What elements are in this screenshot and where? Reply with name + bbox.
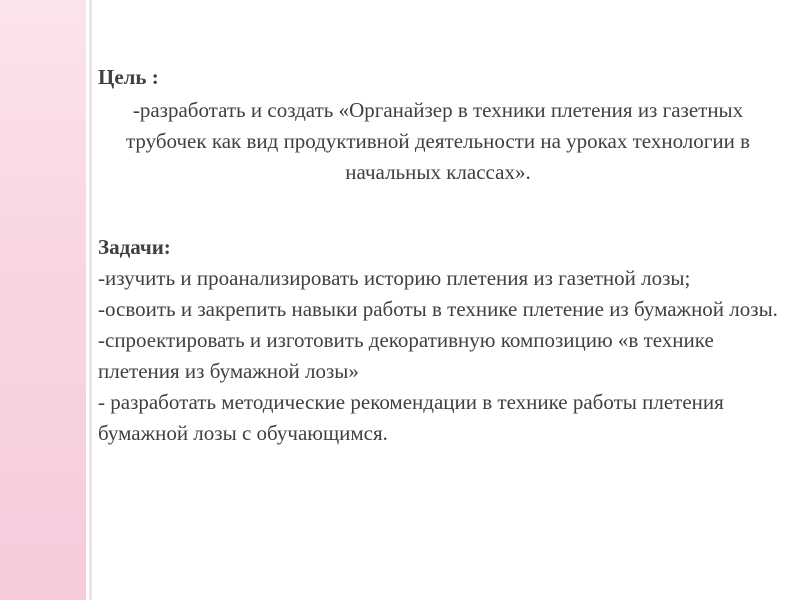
goal-text: -разработать и создать «Органайзер в техники плетения из газетных трубочек как вид продуктивной деятельности на уроках технологии в начальных классах». [125,98,751,184]
task-item: -изучить и проанализировать историю плетения из газетной лозы; [98,266,691,290]
task-item: -освоить и закрепить навыки работы в технике плетение из бумажной лозы. [98,297,778,321]
goal-heading: Цель : [98,65,159,89]
task-item: - разработать методические рекомендации в технике работы плетения бумажной лозы с обучающимся. [98,390,724,445]
decorative-side-band [0,0,86,600]
decorative-divider [89,0,92,600]
task-item: -спроектировать и изготовить декоративную композицию «в технике плетения из бумажной лозы» [98,328,714,383]
tasks-heading: Задачи: [98,235,171,259]
slide-content [98,62,778,449]
tasks-section [98,232,778,449]
